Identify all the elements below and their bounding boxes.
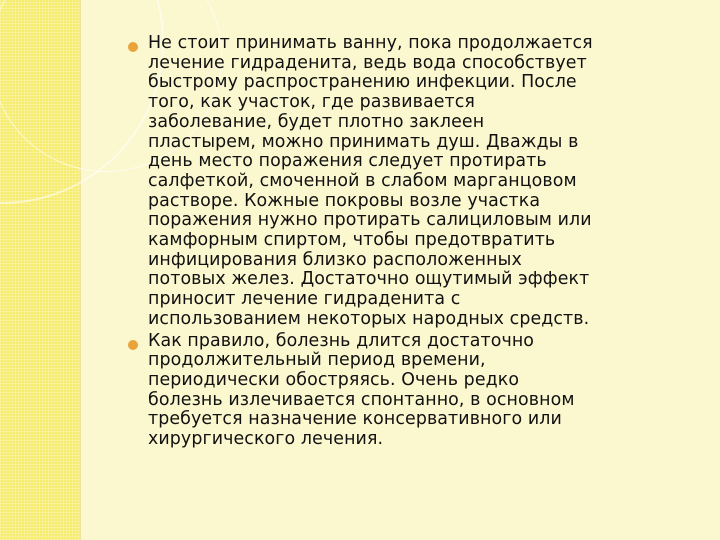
bullet-dot-icon [128, 42, 138, 52]
slide-body [128, 34, 703, 452]
bullet-text: Как правило, болезнь длится достаточно продолжительный период времени, периодически обостряясь. Очень редко болезнь излечивается спонтанно, в основном требуется назначение консервативного или хирургического лечения. [148, 330, 575, 450]
bullet-item [128, 34, 703, 330]
bullet-dot-icon [128, 340, 138, 350]
bullet-item [128, 332, 703, 450]
bullet-text: Не стоит принимать ванну, пока продолжается лечение гидраденита, ведь вода способствует быстрому распространению инфекции. После того, как участок, где развивается заболевание, будет плотно заклеен пластырем, можно принимать душ. Дважды в день место поражения следует протирать салфеткой, смоченной в слабом марганцовом растворе. Кожные покровы возле участка поражения нужно протирать салициловым или камфорным спиртом, чтобы предотвратить инфицирования близко расположенных потовых желез. Достаточно ощутимый эффект приносит лечение гидраденита с использованием некоторых народных средств. [148, 33, 593, 329]
